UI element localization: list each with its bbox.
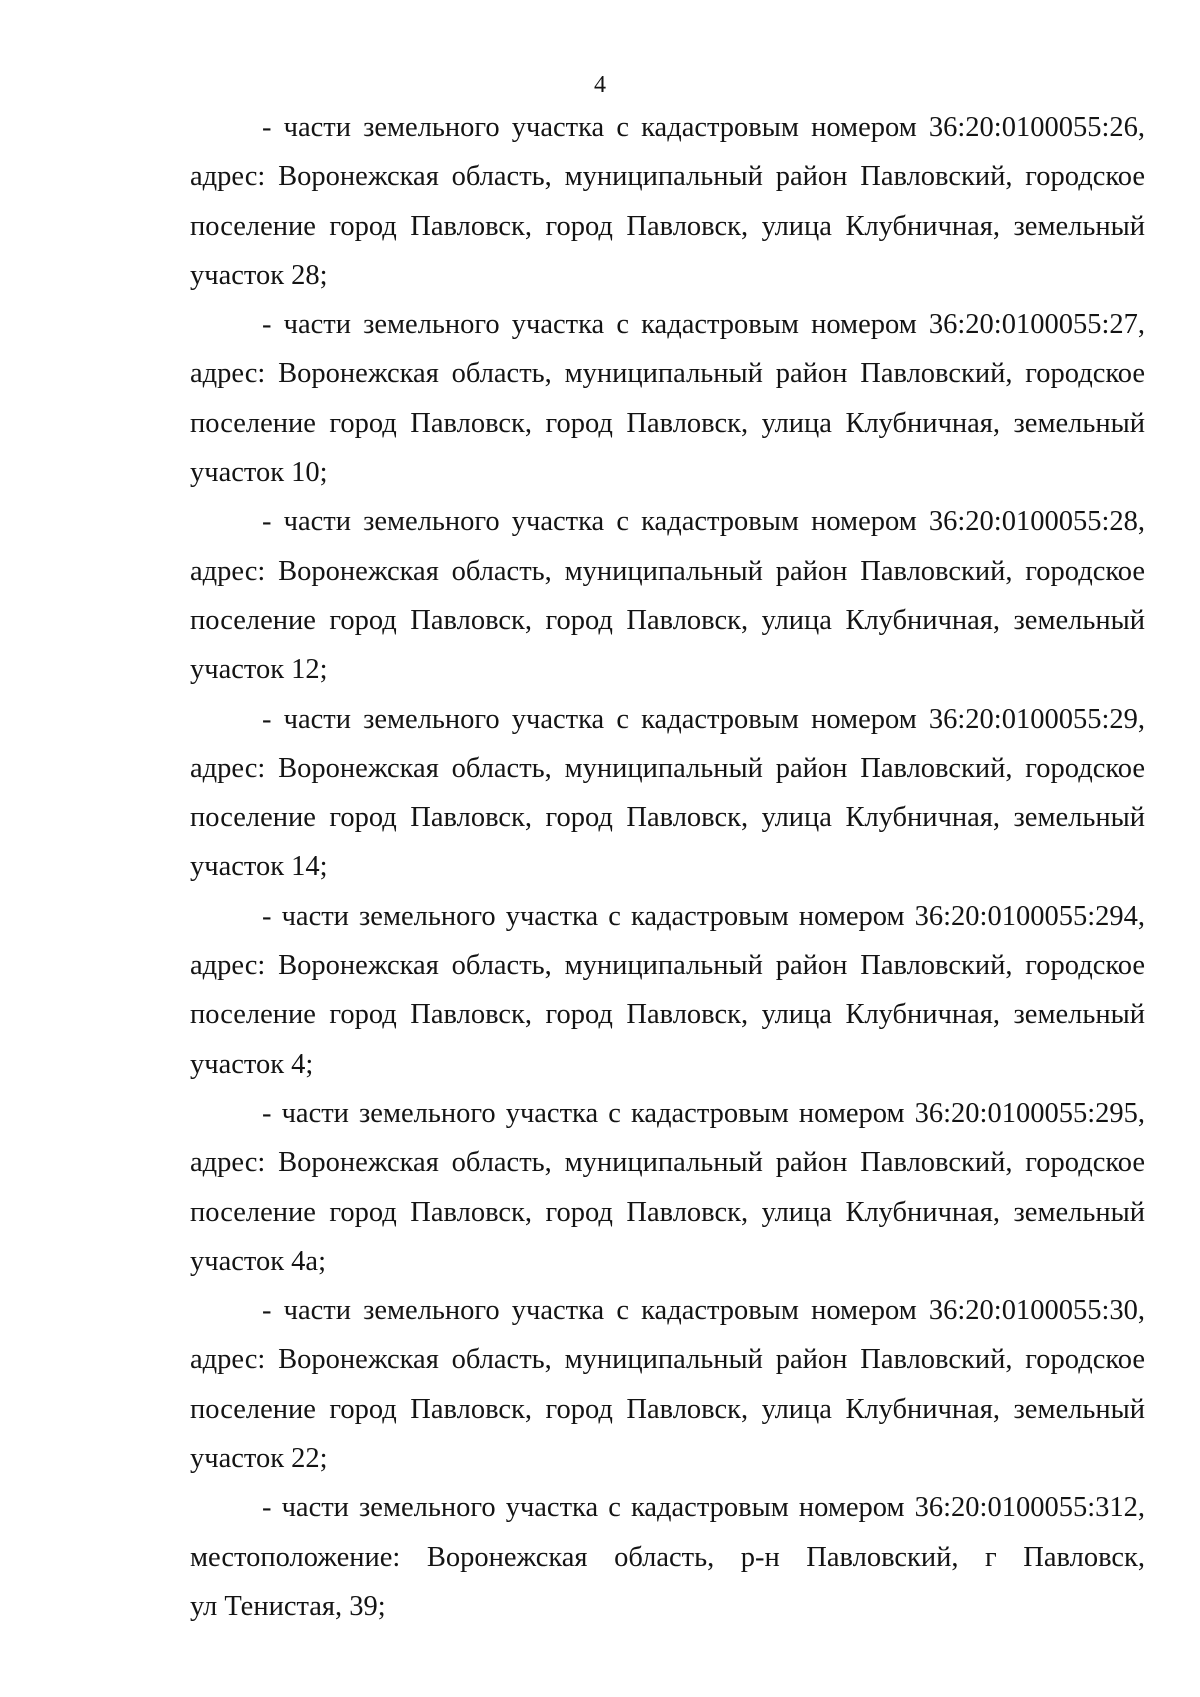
paragraph-line: поселение город Павловск, город Павловск, улица Клубничная, земельный — [190, 210, 1145, 242]
paragraph-1 — [190, 103, 1145, 300]
paragraph-line: адрес: Воронежская область, муниципальный район Павловский, городское — [190, 358, 1145, 390]
paragraph-line: поселение город Павловск, город Павловск, улица Клубничная, земельный — [190, 1196, 1145, 1228]
paragraph-4 — [190, 695, 1145, 892]
paragraph-line: ул Тенистая, 39; — [190, 1590, 386, 1622]
document-body — [190, 103, 1145, 1631]
paragraph-line: адрес: Воронежская область, муниципальный район Павловский, городское — [190, 1344, 1145, 1376]
paragraph-line: участок 14; — [190, 851, 328, 883]
page-number: 4 — [594, 72, 606, 98]
paragraph-line: участок 4; — [190, 1048, 314, 1080]
paragraph-line: участок 10; — [190, 457, 328, 489]
paragraph-line: поселение город Павловск, город Павловск, улица Клубничная, земельный — [190, 802, 1145, 834]
paragraph-2 — [190, 300, 1145, 497]
paragraph-line: поселение город Павловск, город Павловск, улица Клубничная, земельный — [190, 604, 1145, 636]
paragraph-line: - части земельного участка с кадастровым номером 36:20:0100055:26, — [262, 112, 1145, 143]
paragraph-line: участок 22; — [190, 1443, 328, 1475]
paragraph-8 — [190, 1483, 1145, 1631]
paragraph-line: местоположение: Воронежская область, р-н Павловский, г Павловск, — [190, 1541, 1145, 1573]
paragraph-line: адрес: Воронежская область, муниципальный район Павловский, городское — [190, 752, 1145, 784]
paragraph-line: поселение город Павловск, город Павловск, улица Клубничная, земельный — [190, 1393, 1145, 1425]
paragraph-line: участок 4а; — [190, 1245, 327, 1277]
paragraph-line: поселение город Павловск, город Павловск, улица Клубничная, земельный — [190, 407, 1145, 439]
paragraph-5 — [190, 892, 1145, 1089]
paragraph-line: адрес: Воронежская область, муниципальный район Павловский, городское — [190, 1147, 1145, 1179]
paragraph-line: - части земельного участка с кадастровым номером 36:20:0100055:295, — [262, 1097, 1145, 1129]
paragraph-line: участок 28; — [190, 259, 328, 291]
paragraph-line: поселение город Павловск, город Павловск, улица Клубничная, земельный — [190, 999, 1145, 1031]
paragraph-line: - части земельного участка с кадастровым номером 36:20:0100055:312, — [262, 1492, 1145, 1524]
paragraph-line: адрес: Воронежская область, муниципальный район Павловский, городское — [190, 161, 1145, 193]
paragraph-line: - части земельного участка с кадастровым номером 36:20:0100055:29, — [262, 703, 1145, 735]
paragraph-6 — [190, 1089, 1145, 1286]
paragraph-line: - части земельного участка с кадастровым номером 36:20:0100055:27, — [262, 309, 1145, 341]
paragraph-line: адрес: Воронежская область, муниципальный район Павловский, городское — [190, 950, 1145, 982]
paragraph-3 — [190, 497, 1145, 694]
paragraph-line: адрес: Воронежская область, муниципальный район Павловский, городское — [190, 555, 1145, 587]
paragraph-line: - части земельного участка с кадастровым номером 36:20:0100055:294, — [262, 900, 1145, 932]
paragraph-line: - части земельного участка с кадастровым номером 36:20:0100055:30, — [262, 1295, 1145, 1327]
paragraph-line: - части земельного участка с кадастровым номером 36:20:0100055:28, — [262, 506, 1145, 538]
paragraph-line: участок 12; — [190, 654, 328, 686]
paragraph-7 — [190, 1286, 1145, 1483]
